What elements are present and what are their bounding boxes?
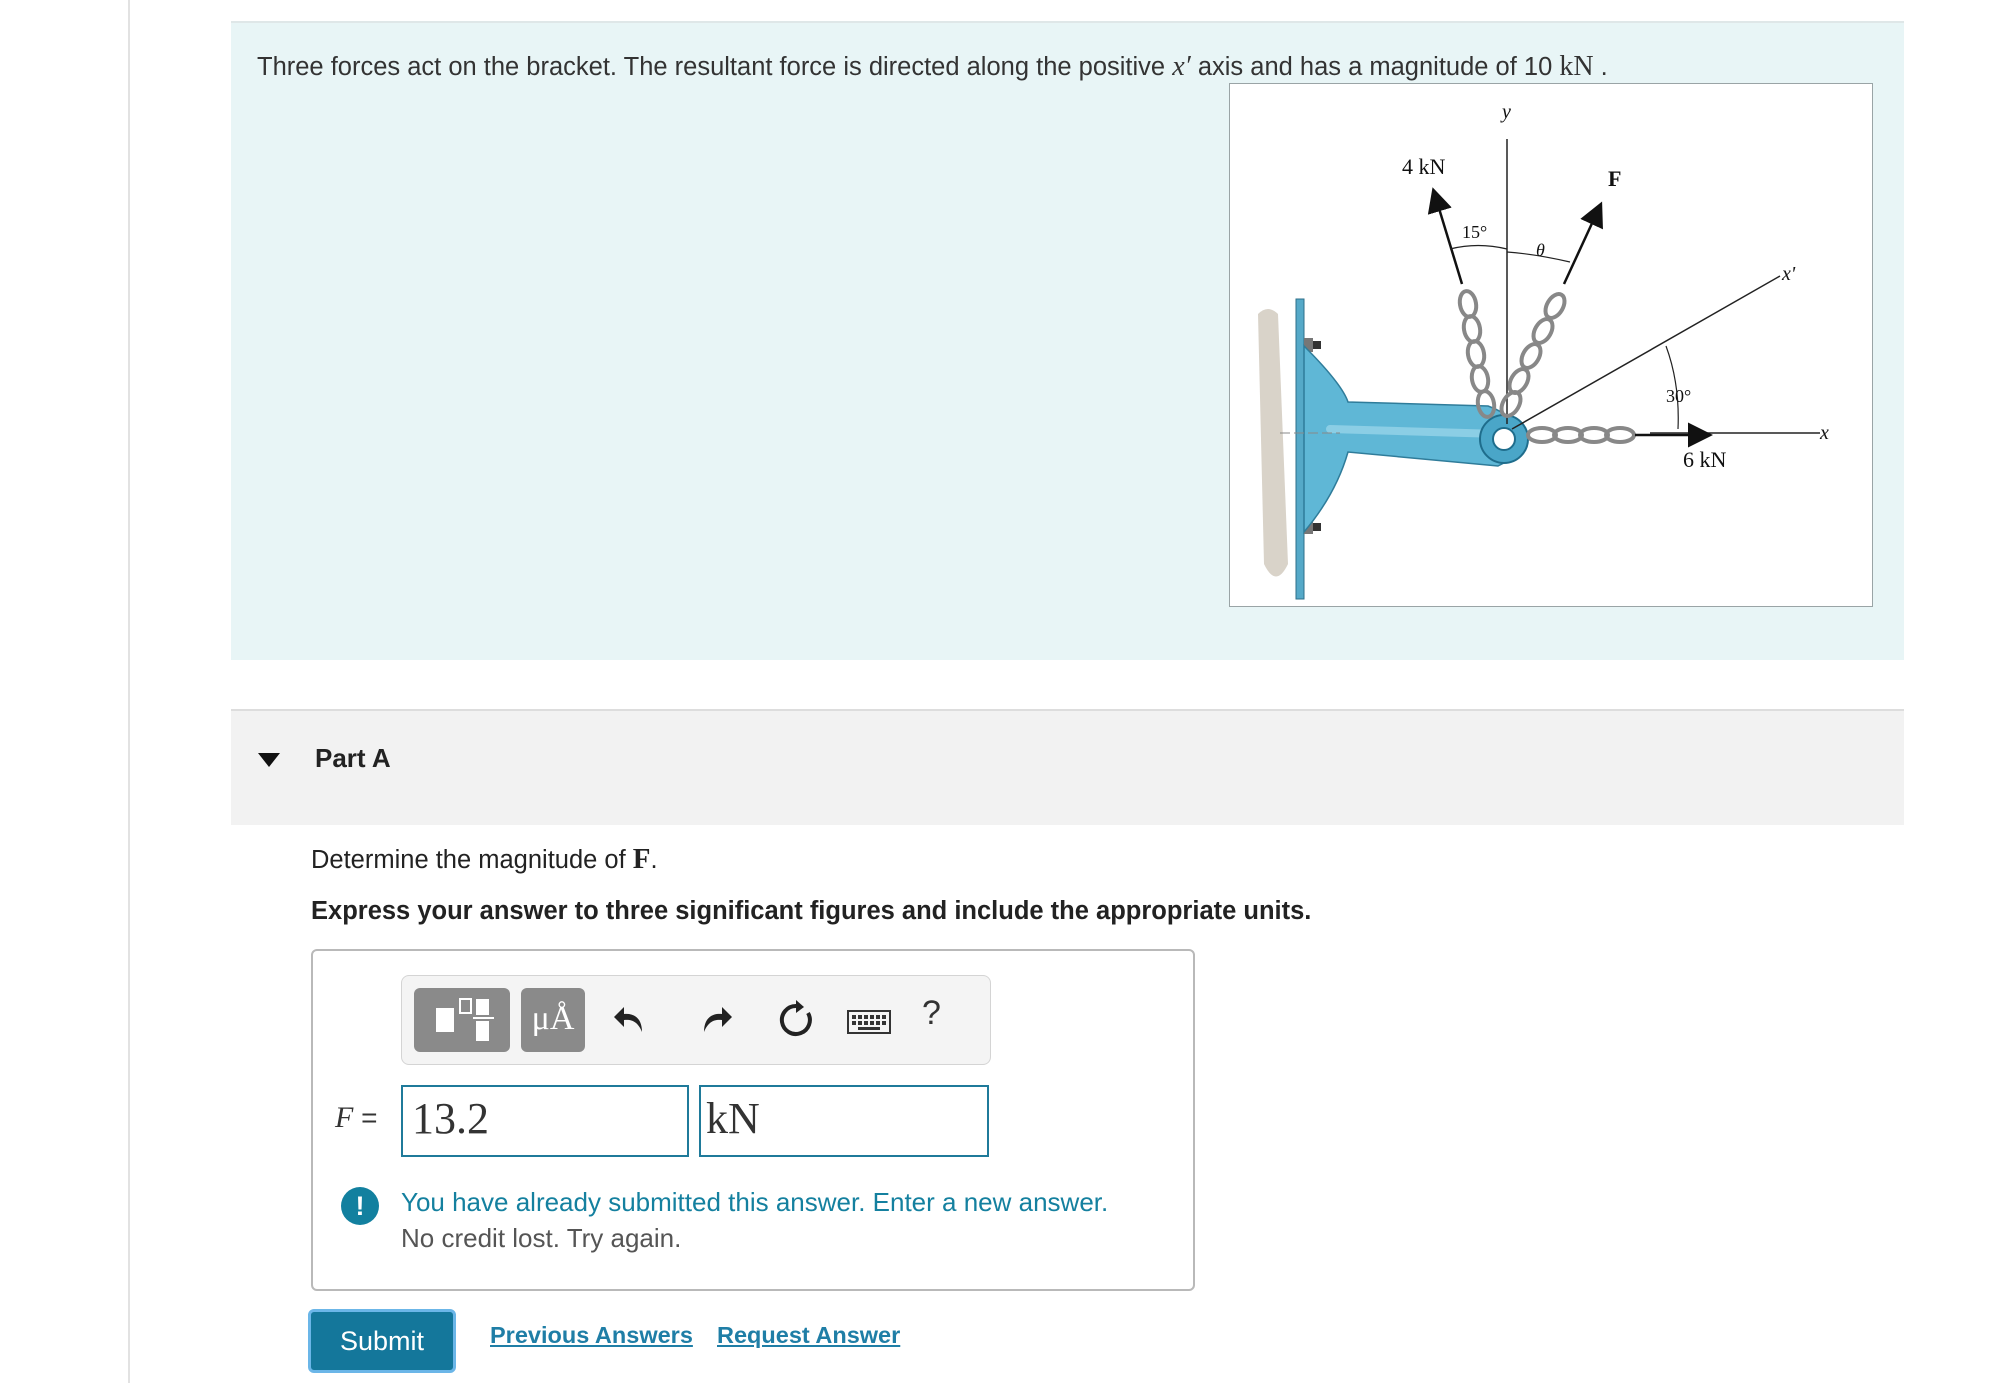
problem-statement — [257, 51, 1608, 83]
units-label: μÅ — [531, 1000, 575, 1037]
question-text — [311, 843, 658, 876]
label-y-axis: y — [1502, 101, 1511, 123]
part-a-header[interactable] — [231, 709, 1904, 825]
bracket-figure — [1229, 83, 1873, 607]
templates-button[interactable] — [414, 988, 510, 1052]
question-text-end: . — [650, 846, 658, 874]
label-angle-30: 30° — [1666, 386, 1692, 406]
label-4kN: 4 kN — [1402, 154, 1446, 179]
keyboard-icon[interactable] — [838, 998, 900, 1042]
collapse-caret-icon[interactable] — [258, 753, 280, 767]
label-angle-theta: θ — [1536, 240, 1545, 260]
previous-answers-link[interactable]: Previous Answers — [490, 1322, 693, 1348]
problem-text-middle: axis and has a magnitude of 10 — [1190, 53, 1560, 81]
problem-text-start: Three forces act on the bracket. The resultant force is directed along the positive — [257, 53, 1173, 81]
problem-text-end: . — [1593, 53, 1608, 81]
label-F: F — [1608, 166, 1622, 191]
alert-icon: ! — [341, 1187, 379, 1225]
label-angle-15: 15° — [1462, 222, 1488, 242]
submit-button[interactable]: Submit — [308, 1309, 456, 1373]
problem-unit: kN — [1559, 51, 1594, 82]
equals-sign: = — [353, 1102, 378, 1133]
label-6kN: 6 kN — [1683, 447, 1727, 472]
instruction-text: Express your answer to three significant figures and include the appropriate units. — [311, 897, 1312, 925]
math-toolbar — [401, 975, 991, 1065]
undo-icon[interactable] — [610, 998, 654, 1042]
base-plate — [1296, 299, 1304, 599]
chain-left — [1458, 290, 1496, 418]
angle-15-arc — [1450, 246, 1507, 250]
reset-icon[interactable] — [774, 998, 818, 1042]
variable-label — [335, 1101, 377, 1135]
units-button[interactable] — [521, 988, 585, 1052]
part-title: Part A — [315, 743, 391, 773]
feedback-note: No credit lost. Try again. — [401, 1223, 682, 1253]
feedback-message: You have already submitted this answer. Enter a new answer. — [401, 1187, 1109, 1217]
force-4kN-arrow — [1434, 192, 1462, 284]
answer-box — [311, 949, 1195, 1291]
wall — [1258, 309, 1288, 577]
variable-symbol: F — [335, 1101, 354, 1134]
request-answer-link[interactable]: Request Answer — [717, 1322, 901, 1348]
label-x-axis: x — [1820, 422, 1829, 444]
question-symbol: F — [632, 843, 651, 875]
value-input[interactable]: 13.2 — [401, 1085, 689, 1157]
bracket-diagram — [1230, 84, 1872, 606]
problem-panel — [231, 21, 1904, 660]
axis-symbol: x′ — [1172, 51, 1191, 82]
unit-input[interactable]: kN — [699, 1085, 989, 1157]
templates-icon — [414, 988, 510, 1052]
question-text-start: Determine the magnitude of — [311, 846, 633, 874]
chain-F — [1498, 291, 1569, 420]
chain-right — [1528, 428, 1634, 442]
help-button[interactable]: ? — [922, 994, 941, 1032]
label-x-prime: x' — [1782, 263, 1796, 285]
left-rule — [128, 0, 130, 1383]
force-F-arrow — [1564, 206, 1600, 284]
redo-icon[interactable] — [692, 998, 736, 1042]
